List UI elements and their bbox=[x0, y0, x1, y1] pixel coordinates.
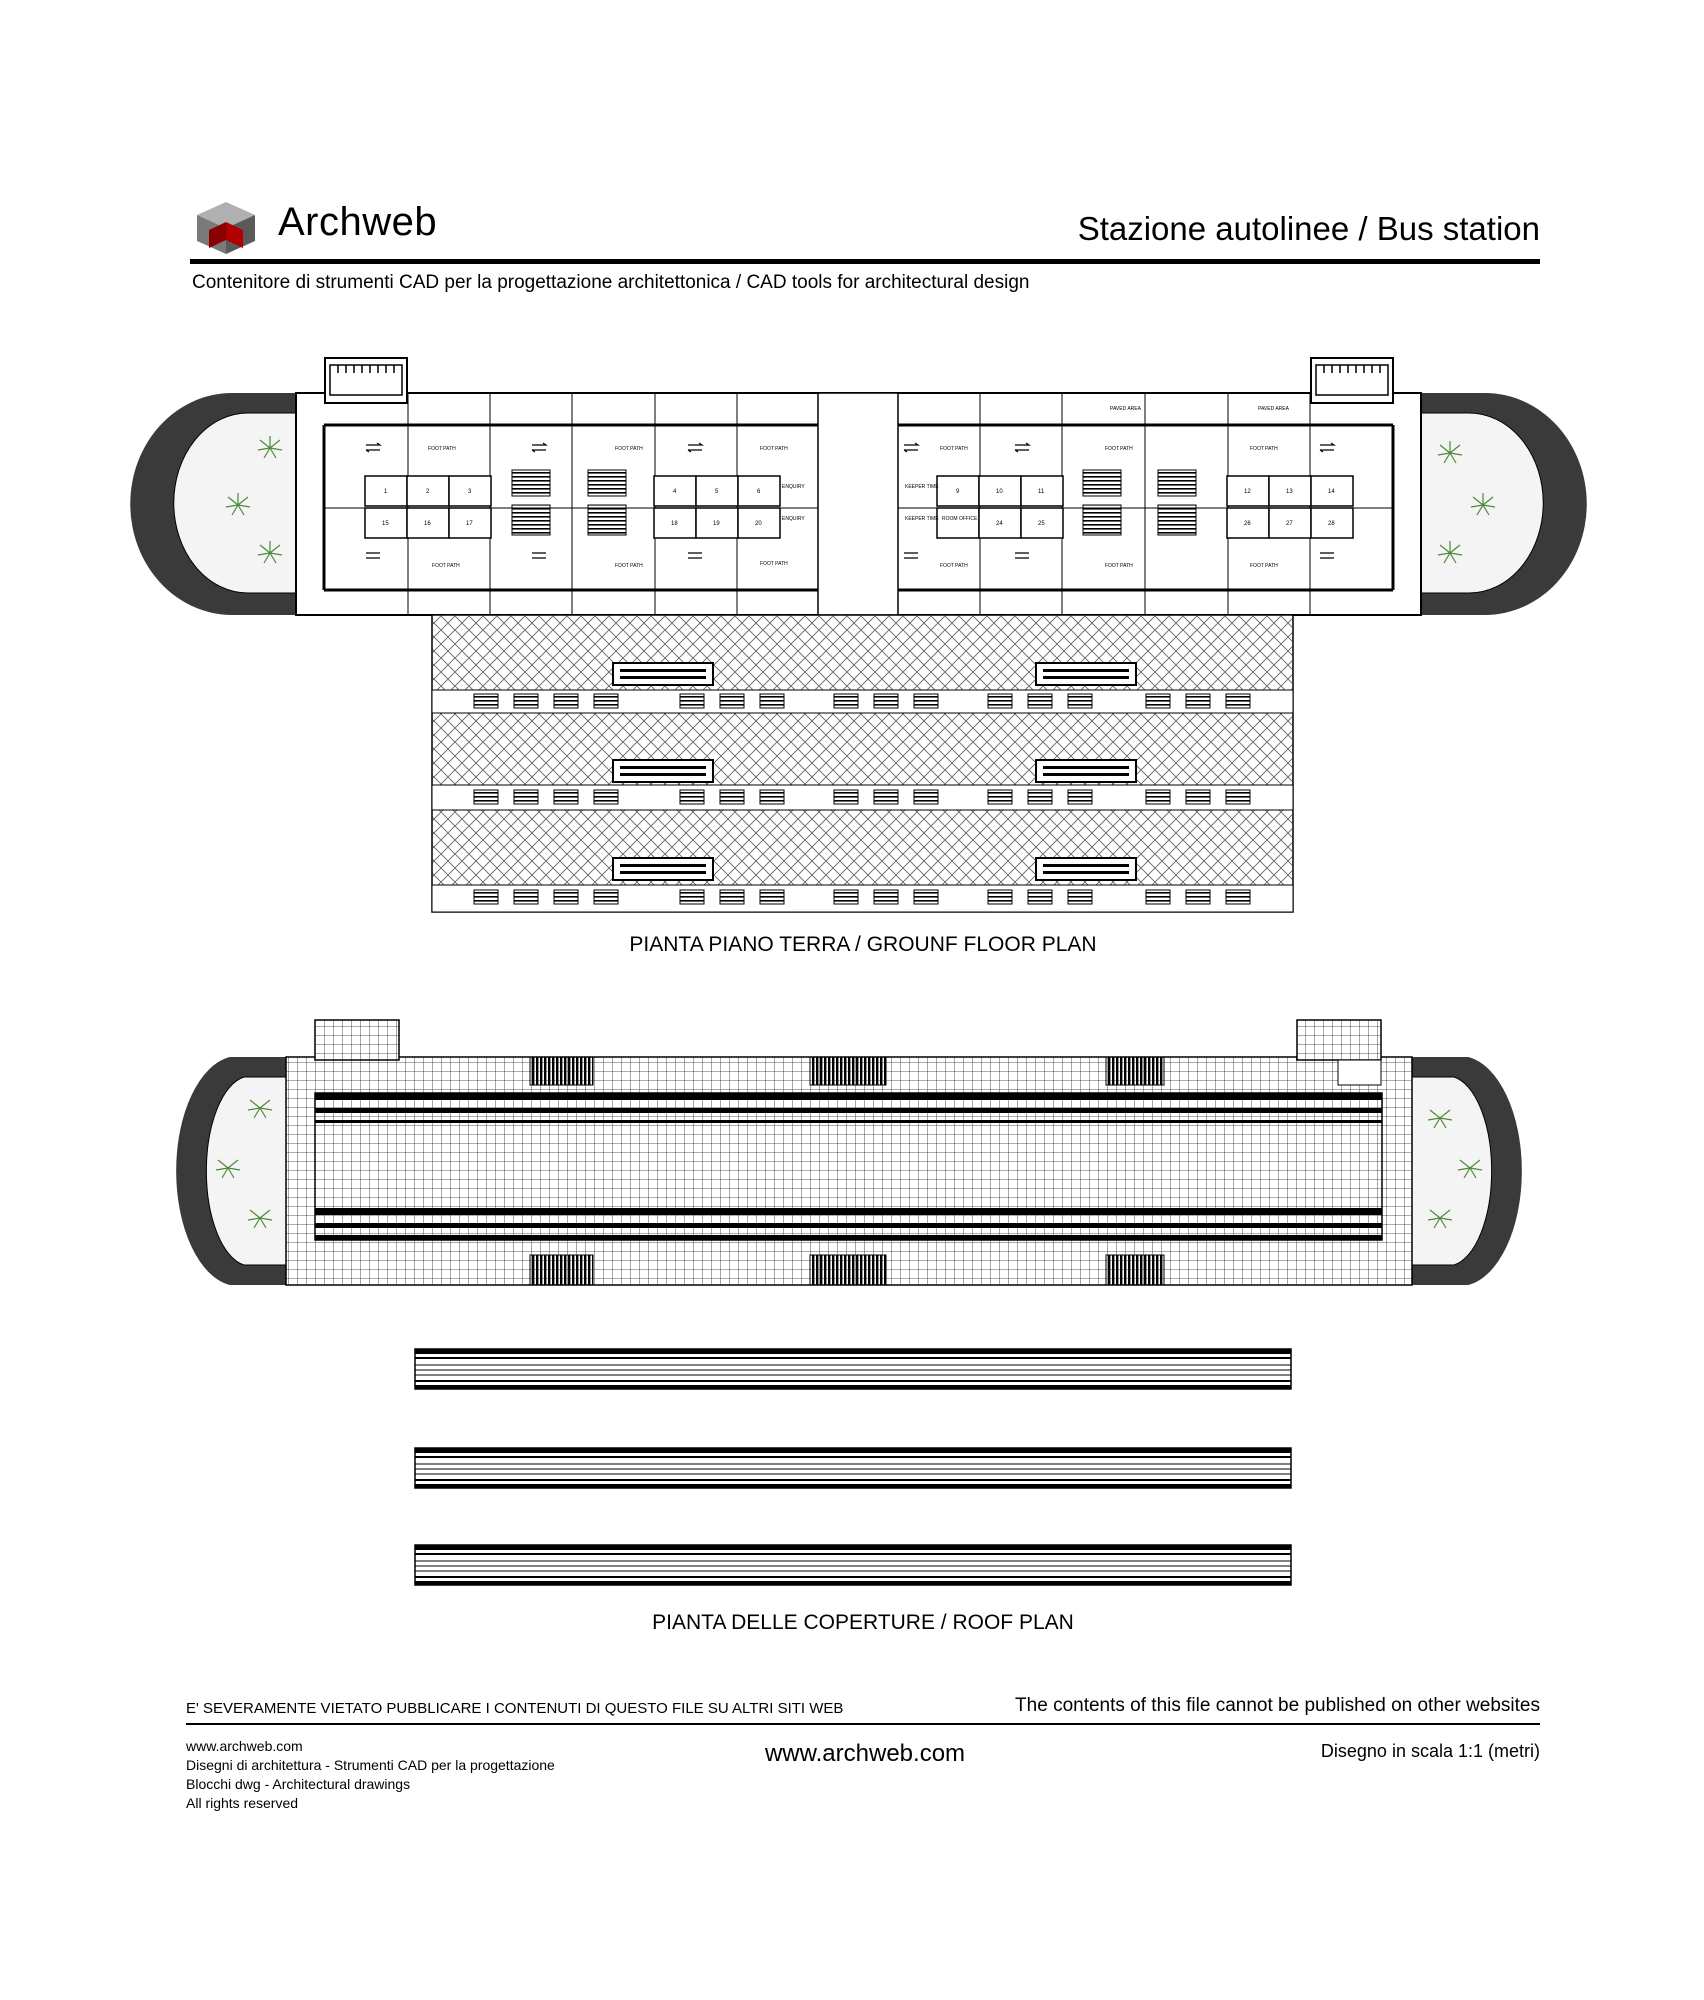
foot-path-label: FOOT PATH bbox=[1105, 446, 1133, 452]
footer-line: www.archweb.com bbox=[186, 1738, 303, 1754]
paved-area-label: PAVED AREA bbox=[1258, 406, 1289, 412]
booth-number: 25 bbox=[1038, 521, 1045, 527]
seat-block bbox=[760, 890, 784, 904]
booth-number: 27 bbox=[1286, 521, 1293, 527]
booth-number: 14 bbox=[1328, 489, 1335, 495]
seat-block bbox=[514, 790, 538, 804]
booth-number: 4 bbox=[673, 489, 677, 495]
booth-number: 11 bbox=[1038, 489, 1045, 495]
seat-block bbox=[914, 694, 938, 708]
seat-block bbox=[474, 694, 498, 708]
seat-block bbox=[554, 890, 578, 904]
seat-block bbox=[988, 790, 1012, 804]
seat-block bbox=[594, 694, 618, 708]
ground-floor-plan bbox=[130, 358, 1587, 912]
seat-block bbox=[1068, 790, 1092, 804]
footer-url[interactable]: www.archweb.com bbox=[764, 1740, 966, 1767]
booth-number: 19 bbox=[713, 521, 720, 527]
ground-floor-caption: PIANTA PIANO TERRA / GROUNF FLOOR PLAN bbox=[629, 933, 1097, 956]
seat-block bbox=[1146, 694, 1170, 708]
booth-number: 13 bbox=[1286, 489, 1293, 495]
seat-block bbox=[834, 694, 858, 708]
seat-block bbox=[1068, 890, 1092, 904]
footer-line: All rights reserved bbox=[186, 1795, 299, 1811]
seat-block bbox=[1226, 890, 1250, 904]
seat-block bbox=[680, 694, 704, 708]
seat-block bbox=[834, 890, 858, 904]
seat-block bbox=[1186, 694, 1210, 708]
foot-path-label: FOOT PATH bbox=[615, 563, 643, 569]
seat-block bbox=[594, 790, 618, 804]
booth-number: 24 bbox=[996, 521, 1003, 527]
booth-number: 20 bbox=[755, 521, 762, 527]
booth-number: 3 bbox=[468, 489, 472, 495]
seat-block bbox=[1226, 790, 1250, 804]
seat-block bbox=[1028, 694, 1052, 708]
seat-block bbox=[1146, 790, 1170, 804]
foot-path-label: FOOT PATH bbox=[940, 563, 968, 569]
seat-block bbox=[874, 694, 898, 708]
foot-path-label: FOOT PATH bbox=[760, 446, 788, 452]
roof-plan-caption: PIANTA DELLE COPERTURE / ROOF PLAN bbox=[652, 1611, 1074, 1634]
booth-number: 18 bbox=[671, 521, 678, 527]
booth-number: 5 bbox=[715, 489, 719, 495]
booth-number: 12 bbox=[1244, 489, 1251, 495]
booth-number: 10 bbox=[996, 489, 1003, 495]
warning-english: The contents of this file cannot be published on other websites bbox=[1015, 1695, 1540, 1716]
foot-path-label: FOOT PATH bbox=[432, 563, 460, 569]
footer-line: Blocchi dwg - Architectural drawings bbox=[186, 1776, 411, 1792]
enquiry-label: ENQUIRY bbox=[782, 484, 805, 490]
seat-block bbox=[1068, 694, 1092, 708]
seat-block bbox=[514, 890, 538, 904]
warning-italian: E' SEVERAMENTE VIETATO PUBBLICARE I CONTENUTI DI QUESTO FILE SU ALTRI SITI WEB bbox=[186, 1700, 844, 1717]
seat-block bbox=[1186, 790, 1210, 804]
foot-path-label: FOOT PATH bbox=[760, 561, 788, 567]
seat-block bbox=[680, 890, 704, 904]
seat-block bbox=[988, 694, 1012, 708]
paved-area-label: PAVED AREA bbox=[1110, 406, 1141, 412]
seat-block bbox=[988, 890, 1012, 904]
booth-number: 17 bbox=[466, 521, 473, 527]
seat-block bbox=[720, 790, 744, 804]
footer-info bbox=[186, 1737, 555, 1813]
seat-block bbox=[760, 790, 784, 804]
page-title: Stazione autolinee / Bus station bbox=[1077, 210, 1540, 247]
seat-block bbox=[474, 890, 498, 904]
booth-number: 1 bbox=[384, 489, 388, 495]
enquiry-label: ENQUIRY bbox=[782, 516, 805, 522]
foot-path-label: FOOT PATH bbox=[615, 446, 643, 452]
seat-block bbox=[514, 694, 538, 708]
booth-number: 9 bbox=[956, 489, 960, 495]
seat-block bbox=[554, 790, 578, 804]
roof-plan bbox=[176, 1020, 1522, 1285]
booth-number: 15 bbox=[382, 521, 389, 527]
seat-block bbox=[1186, 890, 1210, 904]
seat-block bbox=[874, 790, 898, 804]
foot-path-label: FOOT PATH bbox=[1250, 563, 1278, 569]
brand-name: Archweb bbox=[278, 200, 438, 244]
keeper-time-label: KEEPER TIME bbox=[905, 516, 939, 522]
booth-number: 6 bbox=[757, 489, 761, 495]
seat-block bbox=[680, 790, 704, 804]
seat-block bbox=[1226, 694, 1250, 708]
seat-block bbox=[554, 694, 578, 708]
footer-divider bbox=[186, 1723, 1540, 1725]
seat-block bbox=[914, 790, 938, 804]
seat-block bbox=[834, 790, 858, 804]
booth-number: 2 bbox=[426, 489, 430, 495]
room-office-label: ROOM OFFICE bbox=[942, 516, 978, 522]
seat-block bbox=[914, 890, 938, 904]
seat-block bbox=[594, 890, 618, 904]
foot-path-label: FOOT PATH bbox=[940, 446, 968, 452]
page-subtitle: Contenitore di strumenti CAD per la progettazione architettonica / CAD tools for architectural design bbox=[192, 272, 1030, 293]
booth-number: 26 bbox=[1244, 521, 1251, 527]
foot-path-label: FOOT PATH bbox=[1105, 563, 1133, 569]
bus-platforms bbox=[432, 615, 1293, 912]
foot-path-label: FOOT PATH bbox=[428, 446, 456, 452]
seat-block bbox=[720, 890, 744, 904]
keeper-time-label: KEEPER TIME bbox=[905, 484, 939, 490]
seat-block bbox=[760, 694, 784, 708]
foot-path-label: FOOT PATH bbox=[1250, 446, 1278, 452]
seat-block bbox=[1028, 890, 1052, 904]
seat-block bbox=[720, 694, 744, 708]
booth-number: 16 bbox=[424, 521, 431, 527]
drawing-scale: Disegno in scala 1:1 (metri) bbox=[1320, 1741, 1540, 1761]
seat-block bbox=[1028, 790, 1052, 804]
seat-block bbox=[474, 790, 498, 804]
booth-number: 28 bbox=[1328, 521, 1335, 527]
seat-block bbox=[874, 890, 898, 904]
footer-line: Disegni di architettura - Strumenti CAD per la progettazione bbox=[186, 1757, 555, 1773]
seat-block bbox=[1146, 890, 1170, 904]
